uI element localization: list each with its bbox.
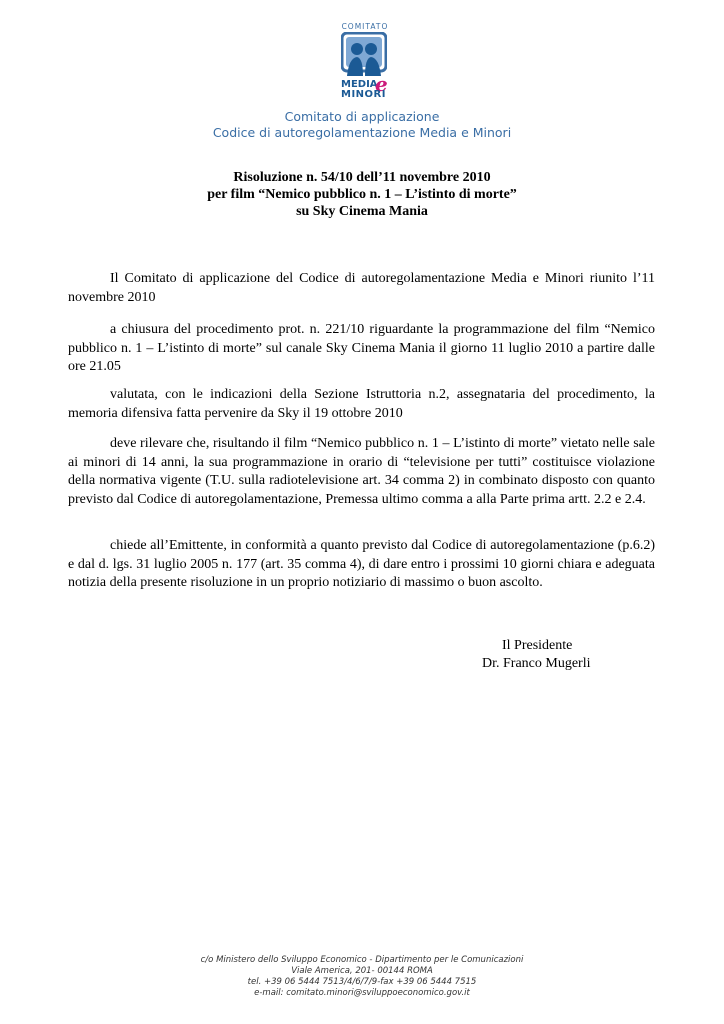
paragraph-text: valutata, con le indicazioni della Sezione Istruttoria n.2, assegnataria del procedimento, la memoria difensiva fatta pervenire da Sky il 19 ottobre 2010 <box>68 387 655 421</box>
logo-media-text: MEDIA <box>341 79 378 90</box>
body-paragraph <box>68 386 655 423</box>
body-paragraph <box>68 270 655 307</box>
body-paragraph <box>68 537 655 593</box>
paragraph-text: deve rilevare che, risultando il film “Nemico pubblico n. 1 – L’istinto di morte” vietato nelle sale ai minori di 14 anni, la sua programmazione in orario di “televisione per tutti” costituisce violazione della normativa vigente (T.U. sulla radiotelevisione art. 34 comma 2) in combinato disposto con quanto previsto dal Codice di autoregolamentazione, Premessa ultimo comma a alla Parte prima artt. 2.2 e 2.4. <box>68 436 655 507</box>
org-name-line2: Codice di autoregolamentazione Media e Minori <box>212 125 512 140</box>
paragraph-text: chiede all’Emittente, in conformità a quanto previsto dal Codice di autoregolamentazione (p.6.2) e dal d. lgs. 31 luglio 2005 n. 177 (art. 35 comma 4), di dare entro i prossimi 10 giorni chiara e adeguata notizia della presente risoluzione in un proprio notiziario di massimo o buon ascolto. <box>68 538 655 590</box>
paragraph-text: a chiusura del procedimento prot. n. 221/10 riguardante la programmazione del film “Nemico pubblico n. 1 – L’istinto di morte” sul canale Sky Cinema Mania il giorno 11 luglio 2010 a partire dalle ore 21.05 <box>68 322 655 374</box>
footer-email: e-mail: comitato.minori@sviluppoeconomico.gov.it <box>254 988 470 998</box>
paragraph-text: Il Comitato di applicazione del Codice di autoregolamentazione Media e Minori riunito l’11 novembre 2010 <box>68 271 655 305</box>
body-paragraph <box>68 435 655 509</box>
resolution-title-line1: Risoluzione n. 54/10 dell’11 novembre 2010 <box>233 170 491 185</box>
body-paragraph <box>68 321 655 377</box>
signature-role: Il Presidente <box>502 638 573 653</box>
comitato-logo <box>335 22 395 102</box>
footer-line2: Viale America, 201- 00144 ROMA <box>291 966 433 976</box>
org-name-line1: Comitato di applicazione <box>284 109 440 124</box>
footer-line3: tel. +39 06 5444 7513/4/6/7/9-fax +39 06 5444 7515 <box>247 977 477 987</box>
logo-e-letter: e <box>375 72 388 96</box>
footer-line1: c/o Ministero dello Sviluppo Economico - Dipartimento per le Comunicazioni <box>200 955 524 965</box>
signature-name: Dr. Franco Mugerli <box>482 656 591 671</box>
logo-comitato-text: COMITATO <box>341 22 389 31</box>
logo-minori-text: MINORI <box>341 89 386 100</box>
resolution-title-line3: su Sky Cinema Mania <box>296 204 428 219</box>
resolution-title-line2: per film “Nemico pubblico n. 1 – L’istinto di morte” <box>207 187 517 202</box>
